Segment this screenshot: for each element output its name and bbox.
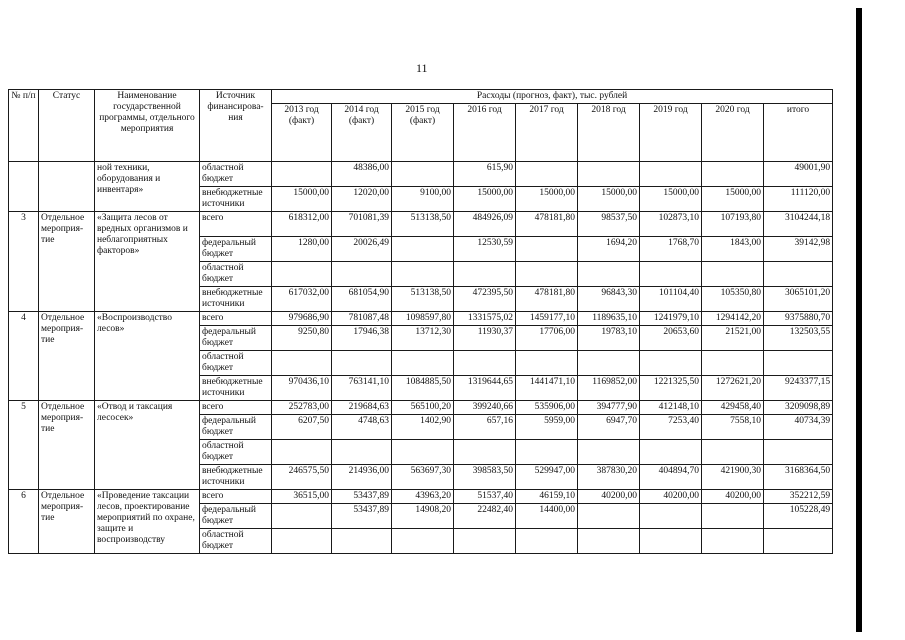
value-cell: 1221325,50 bbox=[640, 376, 702, 401]
header-year: 2019 год bbox=[640, 104, 702, 162]
value-cell: 102873,10 bbox=[640, 212, 702, 237]
total-cell bbox=[764, 351, 833, 376]
value-cell: 970436,10 bbox=[272, 376, 332, 401]
value-cell: 1319644,65 bbox=[454, 376, 516, 401]
program-name-cell: «Защита лесов от вредных организмов и неблагоприятных факторов» bbox=[95, 212, 200, 312]
value-cell: 15000,00 bbox=[454, 187, 516, 212]
value-cell bbox=[272, 262, 332, 287]
funding-source-cell: внебюджетные источники bbox=[200, 287, 272, 312]
value-cell: 9100,00 bbox=[392, 187, 454, 212]
value-cell: 701081,39 bbox=[332, 212, 392, 237]
value-cell bbox=[702, 351, 764, 376]
total-cell: 132503,55 bbox=[764, 326, 833, 351]
value-cell bbox=[332, 529, 392, 554]
status-cell: Отдельное мероприя-тие bbox=[39, 212, 95, 312]
value-cell bbox=[516, 262, 578, 287]
header-year: 2014 год (факт) bbox=[332, 104, 392, 162]
program-name-cell: «Проведение таксации лесов, проектирование мероприятий по охране, защите и воспроизводству bbox=[95, 490, 200, 554]
status-cell: Отдельное мероприя-тие bbox=[39, 401, 95, 490]
value-cell: 214936,00 bbox=[332, 465, 392, 490]
value-cell: 20026,49 bbox=[332, 237, 392, 262]
value-cell: 98537,50 bbox=[578, 212, 640, 237]
table-header bbox=[9, 90, 833, 162]
value-cell: 1441471,10 bbox=[516, 376, 578, 401]
header-year: 2018 год bbox=[578, 104, 640, 162]
value-cell bbox=[578, 440, 640, 465]
value-cell: 1768,70 bbox=[640, 237, 702, 262]
value-cell bbox=[392, 440, 454, 465]
funding-source-cell: всего bbox=[200, 312, 272, 326]
value-cell: 105350,80 bbox=[702, 287, 764, 312]
value-cell: 46159,10 bbox=[516, 490, 578, 504]
value-cell bbox=[516, 237, 578, 262]
total-cell: 3065101,20 bbox=[764, 287, 833, 312]
value-cell: 1189635,10 bbox=[578, 312, 640, 326]
value-cell: 781087,48 bbox=[332, 312, 392, 326]
value-cell bbox=[392, 351, 454, 376]
value-cell bbox=[516, 440, 578, 465]
value-cell: 763141,10 bbox=[332, 376, 392, 401]
value-cell: 657,16 bbox=[454, 415, 516, 440]
funding-source-cell: всего bbox=[200, 212, 272, 237]
value-cell: 219684,63 bbox=[332, 401, 392, 415]
row-num-cell: 3 bbox=[9, 212, 39, 312]
funding-source-cell: областной бюджет bbox=[200, 162, 272, 187]
value-cell: 412148,10 bbox=[640, 401, 702, 415]
funding-source-cell: областной бюджет bbox=[200, 351, 272, 376]
funding-source-cell: областной бюджет bbox=[200, 262, 272, 287]
value-cell: 5959,00 bbox=[516, 415, 578, 440]
value-cell bbox=[578, 262, 640, 287]
value-cell: 1459177,10 bbox=[516, 312, 578, 326]
header-status: Статус bbox=[39, 90, 95, 162]
table-body bbox=[9, 162, 833, 554]
value-cell: 6207,50 bbox=[272, 415, 332, 440]
value-cell: 478181,80 bbox=[516, 212, 578, 237]
value-cell: 15000,00 bbox=[272, 187, 332, 212]
value-cell: 1280,00 bbox=[272, 237, 332, 262]
value-cell: 11930,37 bbox=[454, 326, 516, 351]
value-cell bbox=[516, 162, 578, 187]
value-cell: 13712,30 bbox=[392, 326, 454, 351]
value-cell: 14400,00 bbox=[516, 504, 578, 529]
value-cell bbox=[578, 529, 640, 554]
value-cell bbox=[702, 262, 764, 287]
funding-source-cell: внебюджетные источники bbox=[200, 187, 272, 212]
funding-source-cell: областной бюджет bbox=[200, 440, 272, 465]
program-name-cell: «Воспроизводство лесов» bbox=[95, 312, 200, 401]
value-cell: 53437,89 bbox=[332, 490, 392, 504]
value-cell: 1084885,50 bbox=[392, 376, 454, 401]
value-cell bbox=[392, 237, 454, 262]
funding-source-cell: федеральный бюджет bbox=[200, 326, 272, 351]
value-cell bbox=[454, 351, 516, 376]
value-cell: 681054,90 bbox=[332, 287, 392, 312]
value-cell: 43963,20 bbox=[392, 490, 454, 504]
value-cell bbox=[640, 262, 702, 287]
status-cell: Отдельное мероприя-тие bbox=[39, 312, 95, 401]
row-num-cell bbox=[9, 162, 39, 212]
value-cell bbox=[454, 529, 516, 554]
value-cell bbox=[332, 440, 392, 465]
value-cell: 529947,00 bbox=[516, 465, 578, 490]
row-num-cell: 4 bbox=[9, 312, 39, 401]
value-cell: 1294142,20 bbox=[702, 312, 764, 326]
value-cell: 101104,40 bbox=[640, 287, 702, 312]
value-cell bbox=[272, 529, 332, 554]
value-cell: 1843,00 bbox=[702, 237, 764, 262]
value-cell bbox=[272, 440, 332, 465]
table-row bbox=[9, 490, 833, 504]
value-cell: 51537,40 bbox=[454, 490, 516, 504]
total-cell: 3209098,89 bbox=[764, 401, 833, 415]
header-program-name: Наименование государственной программы, отдельного мероприятия bbox=[95, 90, 200, 162]
value-cell: 15000,00 bbox=[578, 187, 640, 212]
value-cell: 1098597,80 bbox=[392, 312, 454, 326]
total-cell: 105228,49 bbox=[764, 504, 833, 529]
value-cell: 22482,40 bbox=[454, 504, 516, 529]
value-cell bbox=[702, 504, 764, 529]
value-cell bbox=[640, 529, 702, 554]
value-cell: 17946,38 bbox=[332, 326, 392, 351]
total-cell bbox=[764, 262, 833, 287]
value-cell bbox=[702, 440, 764, 465]
value-cell: 1331575,02 bbox=[454, 312, 516, 326]
value-cell: 19783,10 bbox=[578, 326, 640, 351]
table-row bbox=[9, 162, 833, 187]
value-cell: 1241979,10 bbox=[640, 312, 702, 326]
value-cell: 48386,00 bbox=[332, 162, 392, 187]
value-cell: 15000,00 bbox=[702, 187, 764, 212]
program-name-cell: ной техники, оборудования и инвентаря» bbox=[95, 162, 200, 212]
value-cell bbox=[640, 440, 702, 465]
value-cell: 21521,00 bbox=[702, 326, 764, 351]
value-cell bbox=[640, 504, 702, 529]
value-cell bbox=[454, 440, 516, 465]
status-cell bbox=[39, 162, 95, 212]
value-cell bbox=[578, 162, 640, 187]
scan-edge-bar bbox=[856, 8, 862, 632]
value-cell bbox=[272, 351, 332, 376]
total-cell: 352212,59 bbox=[764, 490, 833, 504]
value-cell bbox=[640, 162, 702, 187]
value-cell: 398583,50 bbox=[454, 465, 516, 490]
total-cell: 39142,98 bbox=[764, 237, 833, 262]
value-cell: 40200,00 bbox=[702, 490, 764, 504]
value-cell: 513138,50 bbox=[392, 212, 454, 237]
value-cell: 472395,50 bbox=[454, 287, 516, 312]
value-cell: 618312,00 bbox=[272, 212, 332, 237]
value-cell bbox=[702, 162, 764, 187]
value-cell bbox=[516, 529, 578, 554]
header-year: 2016 год bbox=[454, 104, 516, 162]
value-cell: 40200,00 bbox=[640, 490, 702, 504]
value-cell: 12530,59 bbox=[454, 237, 516, 262]
value-cell: 387830,20 bbox=[578, 465, 640, 490]
value-cell: 478181,80 bbox=[516, 287, 578, 312]
total-cell: 9375880,70 bbox=[764, 312, 833, 326]
value-cell: 535906,00 bbox=[516, 401, 578, 415]
funding-source-cell: федеральный бюджет bbox=[200, 237, 272, 262]
funding-source-cell: всего bbox=[200, 401, 272, 415]
value-cell: 1694,20 bbox=[578, 237, 640, 262]
table-row bbox=[9, 401, 833, 415]
value-cell: 7253,40 bbox=[640, 415, 702, 440]
value-cell: 17706,00 bbox=[516, 326, 578, 351]
value-cell: 252783,00 bbox=[272, 401, 332, 415]
value-cell: 20653,60 bbox=[640, 326, 702, 351]
table-row bbox=[9, 212, 833, 237]
value-cell bbox=[640, 351, 702, 376]
value-cell: 421900,30 bbox=[702, 465, 764, 490]
total-cell: 3168364,50 bbox=[764, 465, 833, 490]
value-cell: 9250,80 bbox=[272, 326, 332, 351]
value-cell: 15000,00 bbox=[516, 187, 578, 212]
value-cell bbox=[332, 351, 392, 376]
value-cell: 4748,63 bbox=[332, 415, 392, 440]
funding-source-cell: внебюджетные источники bbox=[200, 376, 272, 401]
total-cell: 40734,39 bbox=[764, 415, 833, 440]
value-cell bbox=[272, 504, 332, 529]
value-cell: 1272621,20 bbox=[702, 376, 764, 401]
value-cell: 513138,50 bbox=[392, 287, 454, 312]
row-num-cell: 5 bbox=[9, 401, 39, 490]
value-cell: 53437,89 bbox=[332, 504, 392, 529]
value-cell: 399240,66 bbox=[454, 401, 516, 415]
value-cell: 40200,00 bbox=[578, 490, 640, 504]
value-cell: 246575,50 bbox=[272, 465, 332, 490]
value-cell: 7558,10 bbox=[702, 415, 764, 440]
status-cell: Отдельное мероприя-тие bbox=[39, 490, 95, 554]
funding-source-cell: областной бюджет bbox=[200, 529, 272, 554]
value-cell: 1402,90 bbox=[392, 415, 454, 440]
total-cell: 3104244,18 bbox=[764, 212, 833, 237]
value-cell: 484926,09 bbox=[454, 212, 516, 237]
value-cell bbox=[516, 351, 578, 376]
value-cell: 6947,70 bbox=[578, 415, 640, 440]
total-cell bbox=[764, 529, 833, 554]
value-cell: 615,90 bbox=[454, 162, 516, 187]
total-cell: 49001,90 bbox=[764, 162, 833, 187]
header-year: 2017 год bbox=[516, 104, 578, 162]
value-cell: 107193,80 bbox=[702, 212, 764, 237]
header-funding-source: Источник финансирова-ния bbox=[200, 90, 272, 162]
value-cell: 979686,90 bbox=[272, 312, 332, 326]
value-cell: 565100,20 bbox=[392, 401, 454, 415]
header-year: 2015 год (факт) bbox=[392, 104, 454, 162]
value-cell bbox=[392, 162, 454, 187]
value-cell: 404894,70 bbox=[640, 465, 702, 490]
value-cell: 36515,00 bbox=[272, 490, 332, 504]
value-cell: 1169852,00 bbox=[578, 376, 640, 401]
value-cell: 563697,30 bbox=[392, 465, 454, 490]
value-cell bbox=[454, 262, 516, 287]
value-cell bbox=[578, 504, 640, 529]
program-name-cell: «Отвод и таксация лесосек» bbox=[95, 401, 200, 490]
budget-table bbox=[8, 89, 833, 554]
total-cell: 9243377,15 bbox=[764, 376, 833, 401]
value-cell bbox=[272, 162, 332, 187]
value-cell bbox=[392, 529, 454, 554]
total-cell bbox=[764, 440, 833, 465]
value-cell: 96843,30 bbox=[578, 287, 640, 312]
value-cell: 429458,40 bbox=[702, 401, 764, 415]
value-cell: 12020,00 bbox=[332, 187, 392, 212]
funding-source-cell: федеральный бюджет bbox=[200, 415, 272, 440]
value-cell: 15000,00 bbox=[640, 187, 702, 212]
header-num: № п/п bbox=[9, 90, 39, 162]
funding-source-cell: федеральный бюджет bbox=[200, 504, 272, 529]
value-cell bbox=[578, 351, 640, 376]
total-cell: 111120,00 bbox=[764, 187, 833, 212]
value-cell: 394777,90 bbox=[578, 401, 640, 415]
value-cell bbox=[392, 262, 454, 287]
header-year-total: итого bbox=[764, 104, 833, 162]
header-year: 2013 год (факт) bbox=[272, 104, 332, 162]
funding-source-cell: всего bbox=[200, 490, 272, 504]
value-cell: 14908,20 bbox=[392, 504, 454, 529]
funding-source-cell: внебюджетные источники bbox=[200, 465, 272, 490]
value-cell bbox=[332, 262, 392, 287]
header-expenses-group: Расходы (прогноз, факт), тыс. рублей bbox=[272, 90, 833, 104]
row-num-cell: 6 bbox=[9, 490, 39, 554]
header-year: 2020 год bbox=[702, 104, 764, 162]
table-row bbox=[9, 312, 833, 326]
value-cell: 617032,00 bbox=[272, 287, 332, 312]
page-number: 11 bbox=[416, 61, 428, 75]
value-cell bbox=[702, 529, 764, 554]
